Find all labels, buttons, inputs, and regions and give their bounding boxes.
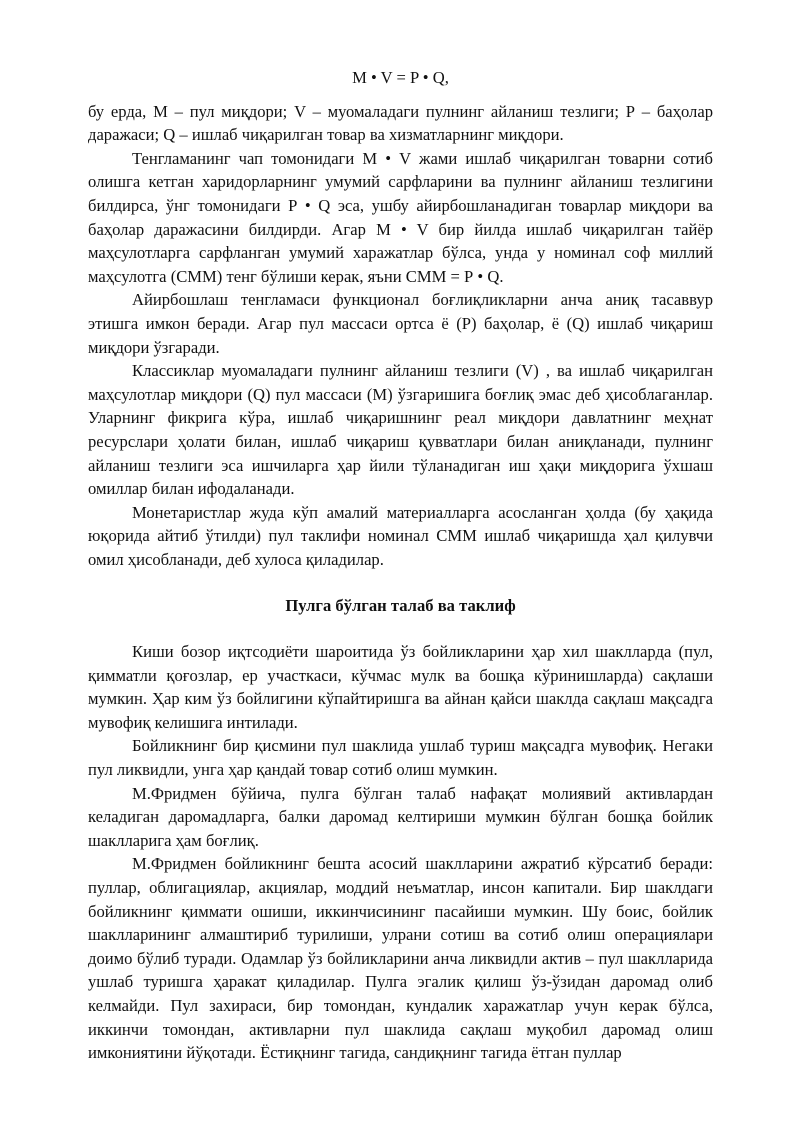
exchange-equation: M • V = P • Q, — [352, 68, 449, 87]
paragraph: Бойликнинг бир қисмини пул шаклида ушлаб туриш мақсадга мувофиқ. Негаки пул ликвидли, унга ҳар қандай товар сотиб олиш мумкин. — [88, 736, 713, 780]
paragraph: Классиклар муомаладаги пулнинг айланиш тезлиги (V) , ва ишлаб чиқарилган маҳсулотлар миқдори (Q) пул массаси (M) ўзгаришига боғлиқ эмас деб ҳисоблаганлар. Уларнинг фикрига кўра, ишлаб чиқаришнинг реал миқдори давлатнинг меҳнат ресурслари ҳолати билан, ишлаб чиқариш қувватлари билан аниқланади, пулнинг айланиш тезлиги эса ишчиларга ҳар йили тўланадиган иш ҳақи миқдорига ўхшаш омиллар билан ифодаланади. — [88, 361, 713, 499]
paragraph: М.Фридмен бўйича, пулга бўлган талаб нафақат молиявий активлардан келадиган даромадларга, балки даромад келтириши мумкин бўлган бошқа бойлик шаклларига ҳам боғлиқ. — [88, 783, 713, 850]
document-page — [88, 66, 713, 1065]
paragraph: М.Фридмен бойликнинг бешта асосий шаклларини ажратиб кўрсатиб беради: пуллар, облигациялар, акциялар, моддий неъматлар, инсон капитали. Бир шаклдаги бойликнинг қиммати ошиши, иккинчисининг пасайиши мумкин. Шу боис, бойлик шаклларининг алмаштириб турилиши, улрани сотиш ва сотиб олиш операциялари доимо бўлиб туради. Одамлар ўз бойликларини анча ликвидли актив – пул шаклларида ушлаб туришга ҳаракат қиладилар. Пулга эгалик қилиш ўз-ўзидан даромад олиб келмайди. Пул захираси, бир томондан, кундалик харажатлар учун керак бўлса, иккинчи томондан, активларни пул шаклида сақлаш муқобил даромад олиш имкониятини йўқотади. Ёстиқнинг тагида, сандиқнинг тагида ётган пуллар — [88, 854, 713, 1063]
paragraph: бу ерда, M – пул миқдори; V – муомаладаги пулнинг айланиш тезлиги; Р – баҳолар даражаси; Q – ишлаб чиқарилган товар ва хизматларнинг миқдори. — [88, 101, 713, 145]
paragraph: Тенгламанинг чап томонидаги М • V жами ишлаб чиқарилган товарни сотиб олишга кетган харидорларнинг умумий сарфларини ва пулнинг айланиш тезлигини билдирса, ўнг томонидаги Р • Q эса, ушбу айирбошланадиган товарлар миқдори ва баҳолар даражасини билдирди. Агар M • V бир йилда ишлаб чиқарилган тайёр маҳсулотларга сарфланган умумий харажатлар бўлса, унда у номинал соф миллий маҳсулотга (СММ) тенг бўлиши керак, яъни СММ = Р • Q. — [88, 148, 713, 286]
paragraph: Айирбошлаш тенгламаси функционал боғлиқликларни анча аниқ тасаввур этишга имкон беради. Агар пул массаси ортса ё (Р) баҳолар, ё (Q) ишлаб чиқариш миқдори ўзгаради. — [88, 290, 713, 357]
section-heading: Пулга бўлган талаб ва таклиф — [285, 596, 516, 616]
paragraph: Киши бозор иқтсодиёти шароитида ўз бойликларини ҳар хил шаклларда (пул, қимматли қоғозлар, ер участкаси, кўчмас мулк ва бошқа кўринишларда) сақлаши мумкин. Ҳар ким ўз бойлигини кўпайтиришга ва айнан қайси шаклда сақлаш мақсадга мувофиқ келишига интилади. — [88, 642, 713, 732]
paragraph: Монетаристлар жуда кўп амалий материалларга асосланган ҳолда (бу ҳақида юқорида айтиб ўтилди) пул таклифи номинал СММ ишлаб чиқаришда ҳал қилувчи омил ҳисобланади, деб хулоса қиладилар. — [88, 502, 713, 569]
